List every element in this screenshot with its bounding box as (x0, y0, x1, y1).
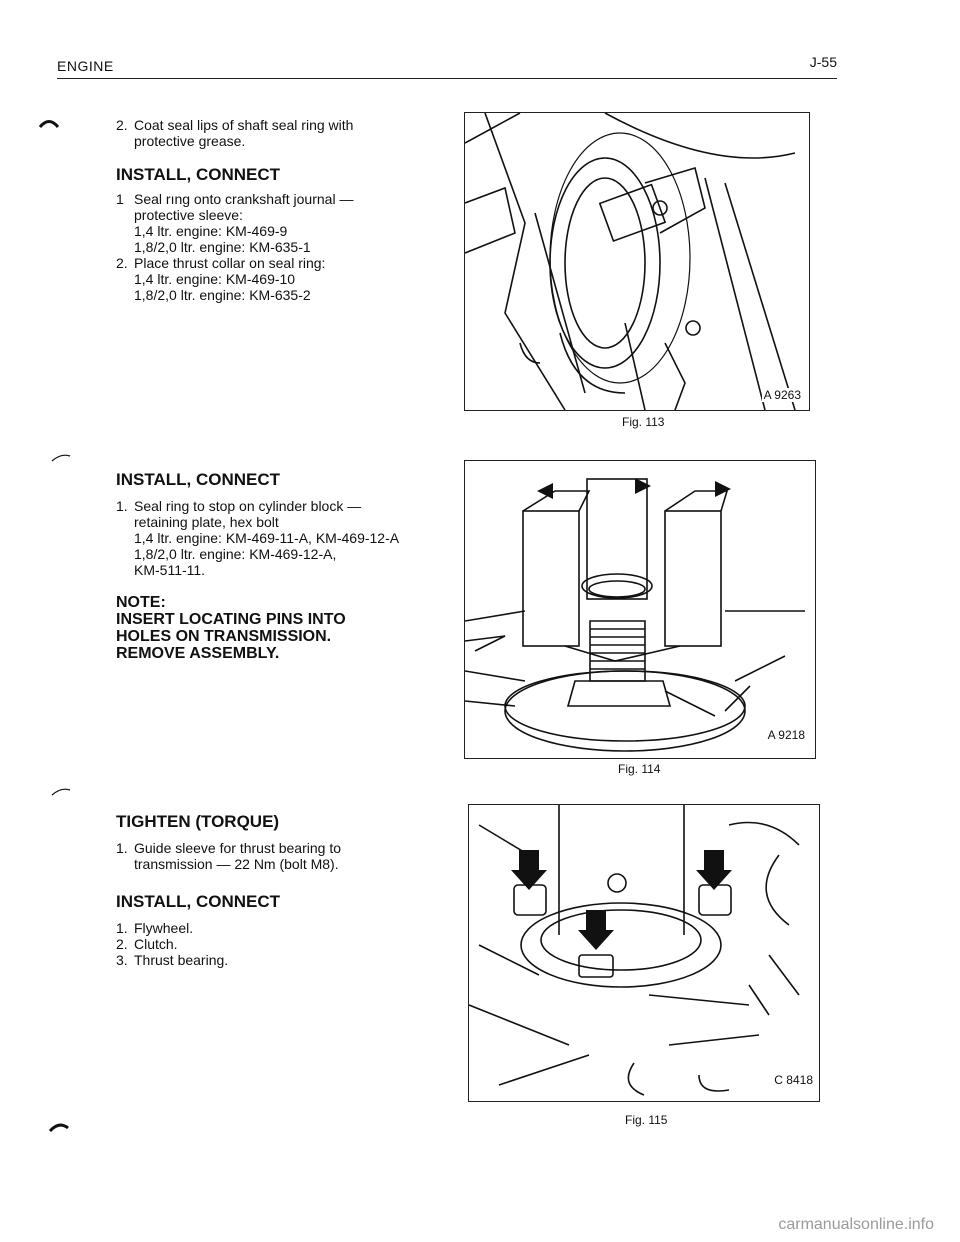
figure-caption: Fig. 115 (625, 1113, 668, 1127)
page-number: J-55 (809, 54, 837, 70)
instruction-block-3 (116, 812, 446, 968)
section-heading: INSTALL, CONNECT (116, 892, 281, 911)
section-heading: INSTALL, CONNECT (116, 165, 281, 184)
figure-code: C 8418 (774, 1073, 813, 1087)
instruction-block-1 (116, 117, 446, 303)
margin-mark-icon (48, 1122, 70, 1132)
figure-114-illustration (464, 460, 816, 759)
figure-115-illustration (468, 804, 820, 1102)
section-heading: INSTALL, CONNECT (116, 470, 281, 489)
seal-installer-tool-icon (465, 461, 815, 758)
list-item: 2. Place thrust collar on seal ring: 1,4 ltr. engine: KM-469-10 1,8/2,0 ltr. engine: KM-635-2 (116, 255, 326, 303)
figure-code: A 9263 (763, 388, 801, 402)
list-item: 3. Thrust bearing. (116, 952, 229, 968)
list-item: 1. Guide sleeve for thrust bearing to transmission — 22 Nm (bolt M8). (116, 840, 342, 872)
instruction-block-2 (116, 470, 446, 662)
figure-caption: Fig. 114 (618, 762, 661, 776)
figure-113-illustration (464, 112, 810, 411)
watermark: carmanualsonline.info (778, 1216, 934, 1233)
note: NOTE: INSERT LOCATING PINS INTO HOLES ON TRANSMISSION. REMOVE ASSEMBLY. (116, 594, 346, 662)
seal-ring-sleeve-icon (465, 113, 809, 410)
page-header (57, 56, 837, 79)
margin-mark-icon (38, 118, 60, 128)
list-item: 1 Seal rıng onto crankshaft journal — protective sleeve: 1,4 ltr. engine: KM-469-9 1,8/2,0 ltr. engine: KM-635-1 (116, 191, 354, 255)
list-item: 1. Seal ring to stop on cylinder block — retaining plate, hex bolt 1,4 ltr. engine: KM-469-11-A, KM-469-12-A 1,8/2,0 ltr. engine: KM-469-12-A, KM-511-11. (116, 498, 400, 578)
figure-caption: Fig. 113 (622, 415, 665, 429)
list-item: 2. Clutch. (116, 936, 178, 952)
list-item: 2. Coat seal lips of shaft seal ring with protective grease. (116, 117, 354, 149)
section-title: ENGINE (57, 58, 114, 74)
figure-code: A 9218 (767, 728, 805, 742)
margin-mark-icon (50, 452, 72, 462)
margin-mark-icon (50, 786, 72, 796)
list-item: 1. Flywheel. (116, 920, 194, 936)
section-heading: TIGHTEN (TORQUE) (116, 812, 280, 831)
guide-sleeve-icon (469, 805, 819, 1101)
